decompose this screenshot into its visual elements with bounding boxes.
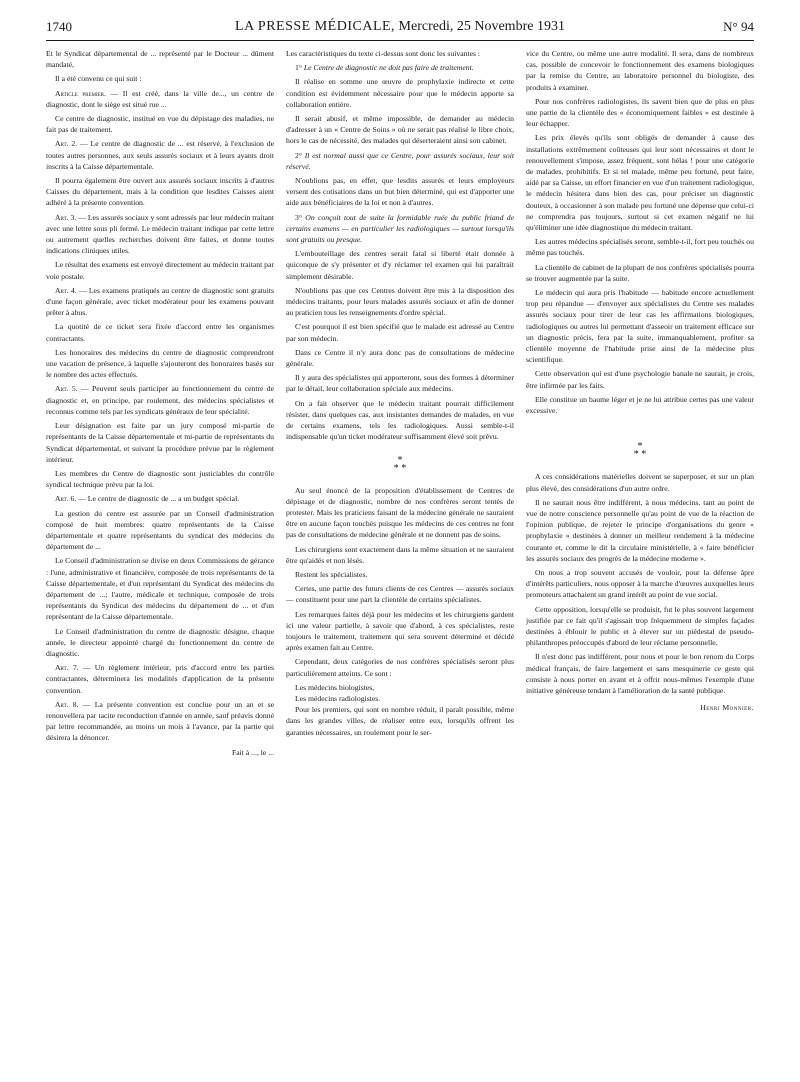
issue-date: Mercredi, 25 Novembre 1931	[398, 19, 565, 34]
paragraph-text: N'oublions pas, en effet, que lesdits assurés et leurs employeurs versent des cotisations dans un but bien déterminé, qui est d'apporter une aide aux bénéficiaires de la loi et non à d'autres.	[286, 176, 514, 208]
clause-heading: Art. 6.	[55, 494, 77, 504]
paragraph-text: Ce centre de diagnostic, institué en vue du dépistage des maladies, ne fait pas de traitement.	[46, 114, 274, 135]
paragraph	[286, 150, 514, 172]
paragraph	[286, 285, 514, 319]
paragraph	[46, 73, 274, 84]
clause-heading: Art. 8.	[55, 699, 79, 709]
paragraph	[46, 347, 274, 381]
paragraph-text: Cette observation qui est d'une psychologie banale ne saurait, je crois, être infirmée par les faits.	[526, 369, 754, 390]
paragraph	[526, 236, 754, 258]
paragraph	[46, 468, 274, 490]
paragraph	[286, 347, 514, 369]
paragraph	[46, 113, 274, 135]
article-clause	[46, 662, 274, 696]
paragraph-text: Le résultat des examens est envoyé directement au médecin traitant par voie postale.	[46, 260, 274, 281]
paragraph	[46, 747, 274, 758]
header-center	[46, 19, 754, 35]
paragraph	[46, 259, 274, 281]
column-left	[46, 48, 274, 1074]
paragraph-text: La gestion du centre est assurée par un Conseil d'administration composé de huit membres: quatre représentants de la Caisse départementale et quatre représentants du syndicat des médecins du département de ...	[46, 508, 274, 552]
paragraph-text: — Peuvent seuls participer au fonctionnement du centre de diagnostic et, en principe, par roulement, des médecins spécialistes et reconnus comme tels par les syndicats généraux de leur spécialité.	[46, 384, 274, 416]
paragraph-text: Les autres médecins spécialisés seront, semble-t-il, fort peu touchés ou même pas touchés.	[526, 237, 754, 258]
paragraph	[46, 175, 274, 209]
paragraph-text: Pour nos confrères radiologistes, ils savent bien que de plus en plus une partie de la clientèle des « économiquement faibles » est destinée à leur échapper.	[526, 96, 754, 129]
paragraph	[526, 48, 754, 93]
paragraph-text: Il pourra également être ouvert aux assurés sociaux inscrits à d'autres Caisses du département, mais à la condition que lesdites Caisses aient adhéré à la présente convention.	[46, 176, 274, 208]
paragraph-text: Les caractéristiques du texte ci-dessus sont donc les suivantes :	[286, 49, 481, 58]
section-separator	[526, 443, 754, 459]
paragraph-text: Les médecins radiologistes.	[295, 693, 381, 703]
column-middle	[286, 48, 514, 1074]
paragraph	[286, 656, 514, 678]
paragraph-text: N'oublions pas que ces Centres doivent être mis à la disposition des médecins traitants, pour leurs malades assurés sociaux et afin de donner au praticien tous les renseignements d'ordre spécial.	[286, 285, 514, 318]
paragraph	[286, 609, 514, 654]
paragraph	[46, 508, 274, 553]
asterisk-mark: * *	[393, 462, 407, 474]
paragraph-text: — Il est créé, dans la ville de..., un centre de diagnostic, dont le siège est situé rue ...	[46, 88, 275, 109]
paragraph	[286, 175, 514, 209]
paragraph	[526, 567, 754, 601]
paragraph	[46, 555, 274, 622]
paragraph-text: Le Conseil d'administration du centre de diagnostic désigne, chaque année, le directeur appointé chargé du fonctionnement du centre de diagnostic.	[46, 626, 274, 658]
paragraph-text: — Les examens pratiqués au centre de diagnostic sont gratuits d'une façon générale, avec ticket modérateur pour les examens pouvant prêter à abus.	[46, 285, 274, 318]
paragraph-text: On nous a trop souvent accusés de vouloir, pour la défense âpre d'intérêts particuliers, nous opposer à la marche d'œuvres auxquelles leurs promoteurs attachaient un grand intérêt au point de vue social.	[526, 567, 754, 600]
clause-heading: Art. 5.	[55, 384, 78, 394]
paragraph	[286, 113, 514, 147]
section-separator	[286, 454, 514, 474]
paragraph-text: Dans ce Centre il n'y aura donc pas de consultations de médecine générale.	[286, 347, 514, 369]
paragraph	[286, 569, 514, 580]
paragraph	[526, 651, 754, 696]
paragraph	[526, 471, 754, 493]
paragraph-text: Les médecins biologistes,	[295, 682, 375, 692]
paragraph-text: Les chirurgiens sont exactement dans la même situation et ne sauraient être qu'aidés et non lésés.	[286, 544, 514, 565]
issue-number: N° 94	[723, 19, 754, 34]
paragraph	[526, 497, 754, 564]
asterisk-mark: *	[397, 454, 403, 466]
spacer	[526, 419, 754, 429]
paragraph-text: Leur désignation est faite par un jury composé mi-partie de représentants de la Caisse départementale et mi-partie de représentants du Syndicat départemental, et suivant la procédure prévue par le règlement intérieur.	[46, 421, 274, 464]
paragraph	[286, 485, 514, 541]
paragraph-text: 3°	[295, 212, 306, 222]
paragraph-text: Certes, une partie des futurs clients de ces Centres — assurés sociaux — constituent pour une part la clientèle de certains spécialistes.	[286, 584, 514, 605]
paragraph	[286, 398, 514, 443]
paragraph	[286, 544, 514, 566]
clause-heading: Art. 4.	[55, 285, 77, 295]
article-clause	[46, 138, 274, 172]
author-signature: Henri Monnier.	[700, 703, 754, 713]
paragraph	[286, 48, 514, 59]
paragraph-text: On a fait observer que le médecin traitant pourrait difficilement résister, dans quelques cas, aux insistantes demandes de malades, en vue de certains examens, tels les radiologiques. Aussi semble-t-il indispensable qu'un ticket modérateur suffisamment élevé soit prévu.	[286, 398, 514, 442]
paragraph-text: Il ne saurait nous être indifférent, à nous médecins, tant au point de vue de notre conscience personnelle qu'au point de vue de la réaction de l'opinion publique, de rejeter le principe d'organisations du genre « prophylaxie » destinées à donner un meilleur rendement à la médecine courante et, comme le dit la circulaire ministérielle, à « faire bénéficier les assurés sociaux des progrès de la médecine moderne ».	[526, 497, 754, 563]
paragraph-text: La quotité de ce ticket sera fixée d'accord entre les organismes contractants.	[46, 322, 274, 343]
paragraph	[286, 682, 514, 693]
paragraph-text: — La présente convention est conclue pour un an et se renouvellera par tacite reconduction d'année en année, sauf préavis donné par lettre recommandée, au moins un mois à l'avance, par la partie qui désirera la dénoncer.	[46, 699, 275, 743]
paragraph-text: Il réalise en somme une œuvre de prophylaxie indirecte et cette condition est évidemment nécessaire pour que le médecin apporte sa collaboration entière.	[286, 77, 514, 109]
asterisk-mark: *	[637, 441, 643, 453]
paragraph	[526, 604, 754, 649]
paragraph-text: A ces considérations matérielles doivent se superposer, et sur un plan plus élevé, des considérations d'un autre ordre.	[526, 472, 754, 493]
paragraph-text: — Un règlement intérieur, pris d'accord entre les parties contractantes, déterminera les modalités d'application de la présente convention.	[46, 663, 275, 695]
paragraph-text: Il y aura des spécialistes qui apporteront, sous des formes à déterminer par le détail, leur collaboration spéciale aux médecins.	[286, 373, 514, 394]
paragraph	[526, 96, 754, 130]
paragraph	[286, 583, 514, 605]
paragraph	[286, 248, 514, 282]
article-columns	[46, 48, 754, 1074]
article-clause	[46, 285, 274, 319]
paragraph-text: 1°	[295, 63, 304, 73]
article-clause	[46, 212, 274, 257]
paragraph	[46, 321, 274, 343]
clause-heading: Article premier.	[55, 88, 106, 98]
emphasis-text: On conçoit tout de suite la formidable ruée du public friand de certains examens — en particulier les radiologiques — surtout lorsqu'ils sont gratuits ou presque.	[286, 212, 515, 245]
paragraph-text: Le médecin qui aura pris l'habitude — habitude encore actuellement trop peu répandue — d'envoyer aux spécialistes du Centre ses malades assurés sociaux pour tirer de leur cas les affirmations biologiques, radiologiques ou autres lui permettant d'asseoir un traitement efficace sur un diagnostic précis, fera par la suite, immanquablement, profiter sa clientèle moyenne de l'habitude prise ainsi de la médecine plus scientifique.	[526, 288, 754, 365]
paragraph	[286, 704, 514, 738]
paragraph	[286, 212, 514, 246]
paragraph-text: Il n'est donc pas indifférent, pour nous et pour le bon renom du Corps médical français, de faire largement et sans mesquinerie ce geste qui consiste à nous porter en avant et à offrir nous-mêmes l'exemple d'une initiative généreuse tendant à l'amélioration de la santé publique.	[526, 652, 754, 695]
column-right	[526, 48, 754, 1074]
paragraph-text: Les prix élevés qu'ils sont obligés de demander à cause des installations extrêmement coûteuses qui leur sont nécessaires et dont le renouvellement s'impose, assez fréquent, sont hélas ! pour une catégorie de malades, prohibitifs. Et si tel malade, même peu fortuné, peut faire, aidé par sa Caisse, un effort financier en vue d'un traitement radiologique, le médecin hésitera dans bien des cas, pour préciser un diagnostic douteux, à occasionner à son malade peu fortuné une dépense que celui-ci ne comprendra pas toujours, surtout si cet examen négatif ne lui qu'éliminer une idée diagnostique du médecin traitant.	[526, 133, 754, 233]
paragraph-text: Et le Syndicat départemental de ... représenté par le Docteur ... dûment mandaté,	[46, 49, 274, 70]
paragraph-text: Pour les premiers, qui sont en nombre réduit, il paraît possible, même dans les grandes villes, de réaliser entre eux, lorsqu'ils offrent les garanties nécessaires, un roulement pour le ser-	[286, 705, 514, 737]
paragraph	[526, 394, 754, 416]
paragraph-text: Restent les spécialistes.	[295, 569, 368, 579]
clause-heading: Art. 3.	[55, 212, 77, 222]
paragraph	[286, 693, 514, 704]
paragraph-text: Les membres du Centre de diagnostic sont justiciables du contrôle syndical technique prévu par la loi.	[46, 468, 274, 490]
paragraph-text: Il a été convenu ce qui suit :	[55, 74, 142, 84]
paragraph-text: 2°	[295, 150, 305, 160]
paragraph-text: — Le centre de diagnostic de ... est réservé, à l'exclusion de toutes autres personnes, aux seuls assurés sociaux et à leurs ayants droit inscrits à la Caisse départementale.	[46, 139, 274, 171]
article-clause	[46, 493, 274, 504]
article-clause	[46, 88, 274, 110]
clause-heading: Art. 2.	[55, 139, 78, 149]
paragraph	[46, 420, 274, 465]
paragraph	[286, 62, 514, 73]
clause-heading: Art. 7.	[55, 663, 79, 673]
paragraph	[286, 76, 514, 110]
paragraph	[46, 626, 274, 660]
paragraph	[526, 132, 754, 233]
paragraph-text: La clientèle de cabinet de la plupart de nos confrères spécialisés pourra se trouver augmentée par la suite.	[526, 262, 754, 283]
page-number: 1740	[46, 19, 72, 34]
paragraph-text: Le Conseil d'administration se divise en deux Commissions de gérance : l'une, administrative et financière, composée de trois représentants de la Caisse départementale, et d'un représentant du Syndicat des médecins du département de ...; l'autre, médicale et technique, composée de trois représentants du Syndicat des médecins du département de ... et d'un représentant de la Caisse départementale.	[46, 556, 274, 622]
paragraph-text: Au seul énoncé de la proposition d'établissement de Centres de dépistage et de diagnostic, nombre de nos confrères seront tentés de protester. Mais les praticiens faisant de la médecine générale ne sauraient être en aucune façon touchés puisque les médecins de ces centres ne font pas de consultations de médecine générale et ne donnent pas de soins.	[286, 485, 514, 540]
paragraph	[46, 48, 274, 70]
paragraph	[286, 372, 514, 394]
paragraph	[526, 262, 754, 284]
paragraph	[526, 368, 754, 390]
paragraph	[286, 321, 514, 343]
paragraph	[526, 287, 754, 365]
paragraph-text: Fait à ..., le ...	[231, 747, 274, 757]
paragraph-text: — Les assurés sociaux y sont adressés par leur médecin traitant avec une lettre sous pli fermé. Le médecin traitant indique par cette lettre ou autrement quelles recherches doivent être faites, et donne toutes indications cliniques utiles.	[46, 212, 275, 256]
paragraph-text: Les remarques faites déjà pour les médecins et les chirurgiens gardent ici une valeur partielle, à savoir que d'abord, à ces spécialistes, reste toujours le traitement, traitement qui sera souvent déterminé et décidé après examen fait au Centre.	[286, 609, 514, 653]
paragraph-text: vice du Centre, ou même une autre modalité. Il sera, dans de nombreux cas, possible de concevoir le fonctionnement des examens biologiques par la remise du Centre, au laboratoire personnel du biologiste, des produits à examiner.	[526, 49, 754, 92]
paragraph-text: Il serait abusif, et même impossible, de demander au médecin d'adresser à un « Centre de Soins » où ne serait pas réalisé le libre choix, hors le cas de nécessité, des malades qui déserteraient ainsi son cabinet.	[286, 114, 514, 146]
asterisk-mark: * *	[633, 449, 647, 461]
page-header	[46, 14, 754, 41]
emphasis-text: Il est normal aussi que ce Centre, pour assurés sociaux, leur soit réservé.	[286, 150, 514, 171]
article-clause	[46, 699, 274, 744]
paragraph-text: — Le centre de diagnostic de ... a un budget spécial.	[76, 494, 240, 504]
journal-title: LA PRESSE MÉDICALE,	[235, 19, 396, 34]
paragraph-text: Les honoraires des médecins du centre de diagnostic comprendront une vacation de présence, à laquelle s'ajouteront des honoraires basés sur le nombre des actes effectués.	[46, 347, 274, 380]
paragraph-text: Elle constitue un baume léger et je ne lui attribue certes pas une valeur excessive.	[526, 394, 754, 416]
paragraph-text: L'embouteillage des centres serait fatal si liberté était donnée à quiconque de s'y présenter et d'y réclamer tel examen qui lui paraîtrait simplement désirable.	[286, 249, 514, 281]
paragraph-text: Cette opposition, lorsqu'elle se produisit, fut le plus souvent largement justifiée par ce fait qu'il s'agissait trop fréquemment de simples façades destinées à éblouir le public et à élever sur un piédestal de pseudo-philanthropes préoccupés d'abord de leur réclame personnelle.	[526, 604, 754, 648]
article-clause	[46, 383, 274, 417]
paragraph-text: Cependant, deux catégories de nos confrères spécialisés seront plus particulièrement atteints. Ce sont :	[286, 657, 514, 678]
paragraph-text: C'est pourquoi il est bien spécifié que le malade est adressé au Centre par son médecin.	[286, 322, 514, 343]
emphasis-text: Le Centre de diagnostic ne doit pas faire de traitement.	[303, 63, 474, 73]
